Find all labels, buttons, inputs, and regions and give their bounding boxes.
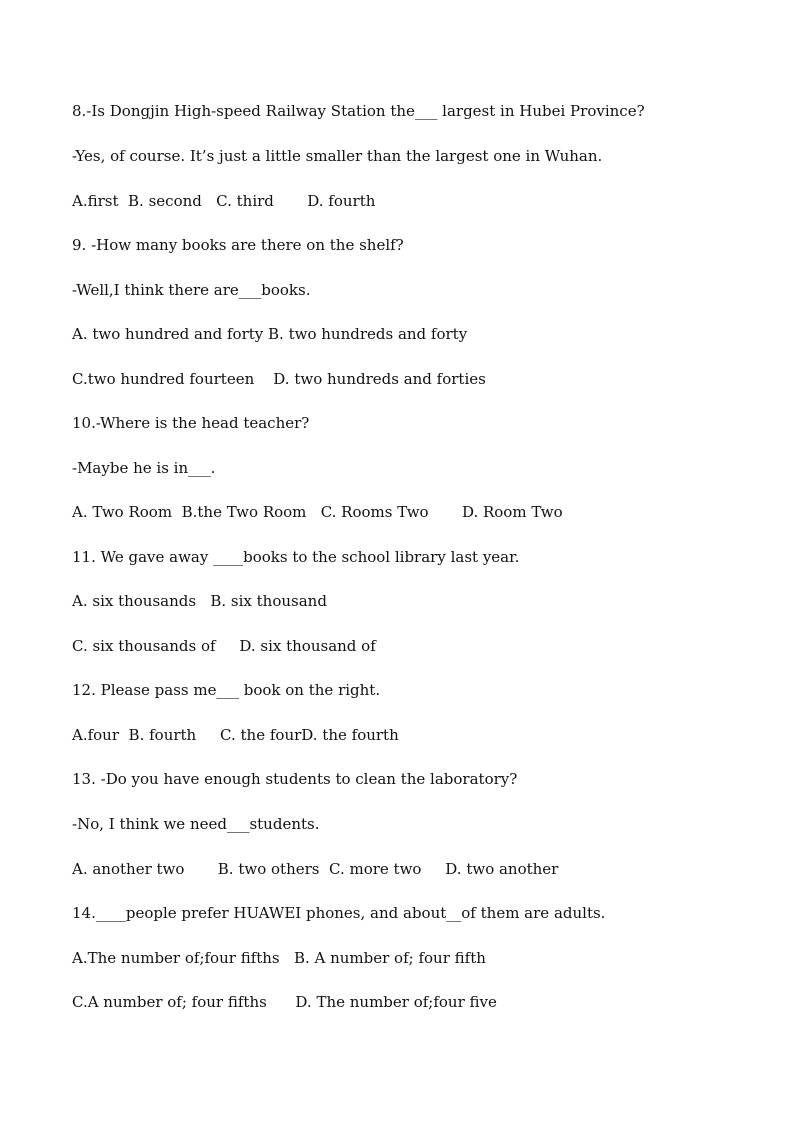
- question-14-options-ab: A.The number of;four fifths B. A number of; four fifth: [72, 949, 486, 967]
- question-11-options-cd: C. six thousands of D. six thousand of: [72, 637, 376, 655]
- question-8-stem: 8.-Is Dongjin High-speed Railway Station the___ largest in Hubei Province?: [72, 102, 645, 120]
- question-10-reply: -Maybe he is in___.: [72, 459, 216, 477]
- question-11-options-ab: A. six thousands B. six thousand: [72, 592, 327, 610]
- question-10-options: A. Two Room B.the Two Room C. Rooms Two D. Room Two: [72, 503, 563, 521]
- question-9-options-cd: C.two hundred fourteen D. two hundreds and forties: [72, 370, 486, 388]
- question-14-options-cd: C.A number of; four fifths D. The number of;four five: [72, 993, 497, 1011]
- question-13-options: A. another two B. two others C. more two D. two another: [72, 860, 559, 878]
- question-14-stem: 14.____people prefer HUAWEI phones, and about__of them are adults.: [72, 904, 606, 922]
- question-9-stem: 9. -How many books are there on the shelf?: [72, 236, 404, 254]
- question-12-stem: 12. Please pass me___ book on the right.: [72, 681, 381, 699]
- question-12-options: A.four B. fourth C. the fourD. the fourth: [72, 726, 399, 744]
- question-13-stem: 13. -Do you have enough students to clean the laboratory?: [72, 770, 518, 788]
- question-8-options: A.first B. second C. third D. fourth: [72, 192, 376, 210]
- question-13-reply: -No, I think we need___students.: [72, 815, 320, 833]
- question-9-reply: -Well,I think there are___books.: [72, 281, 311, 299]
- question-10-stem: 10.-Where is the head teacher?: [72, 414, 310, 432]
- question-8-reply: -Yes, of course. It’s just a little smaller than the largest one in Wuhan.: [72, 147, 603, 165]
- question-11-stem: 11. We gave away ____books to the school library last year.: [72, 548, 520, 566]
- question-9-options-ab: A. two hundred and forty B. two hundreds and forty: [72, 325, 468, 343]
